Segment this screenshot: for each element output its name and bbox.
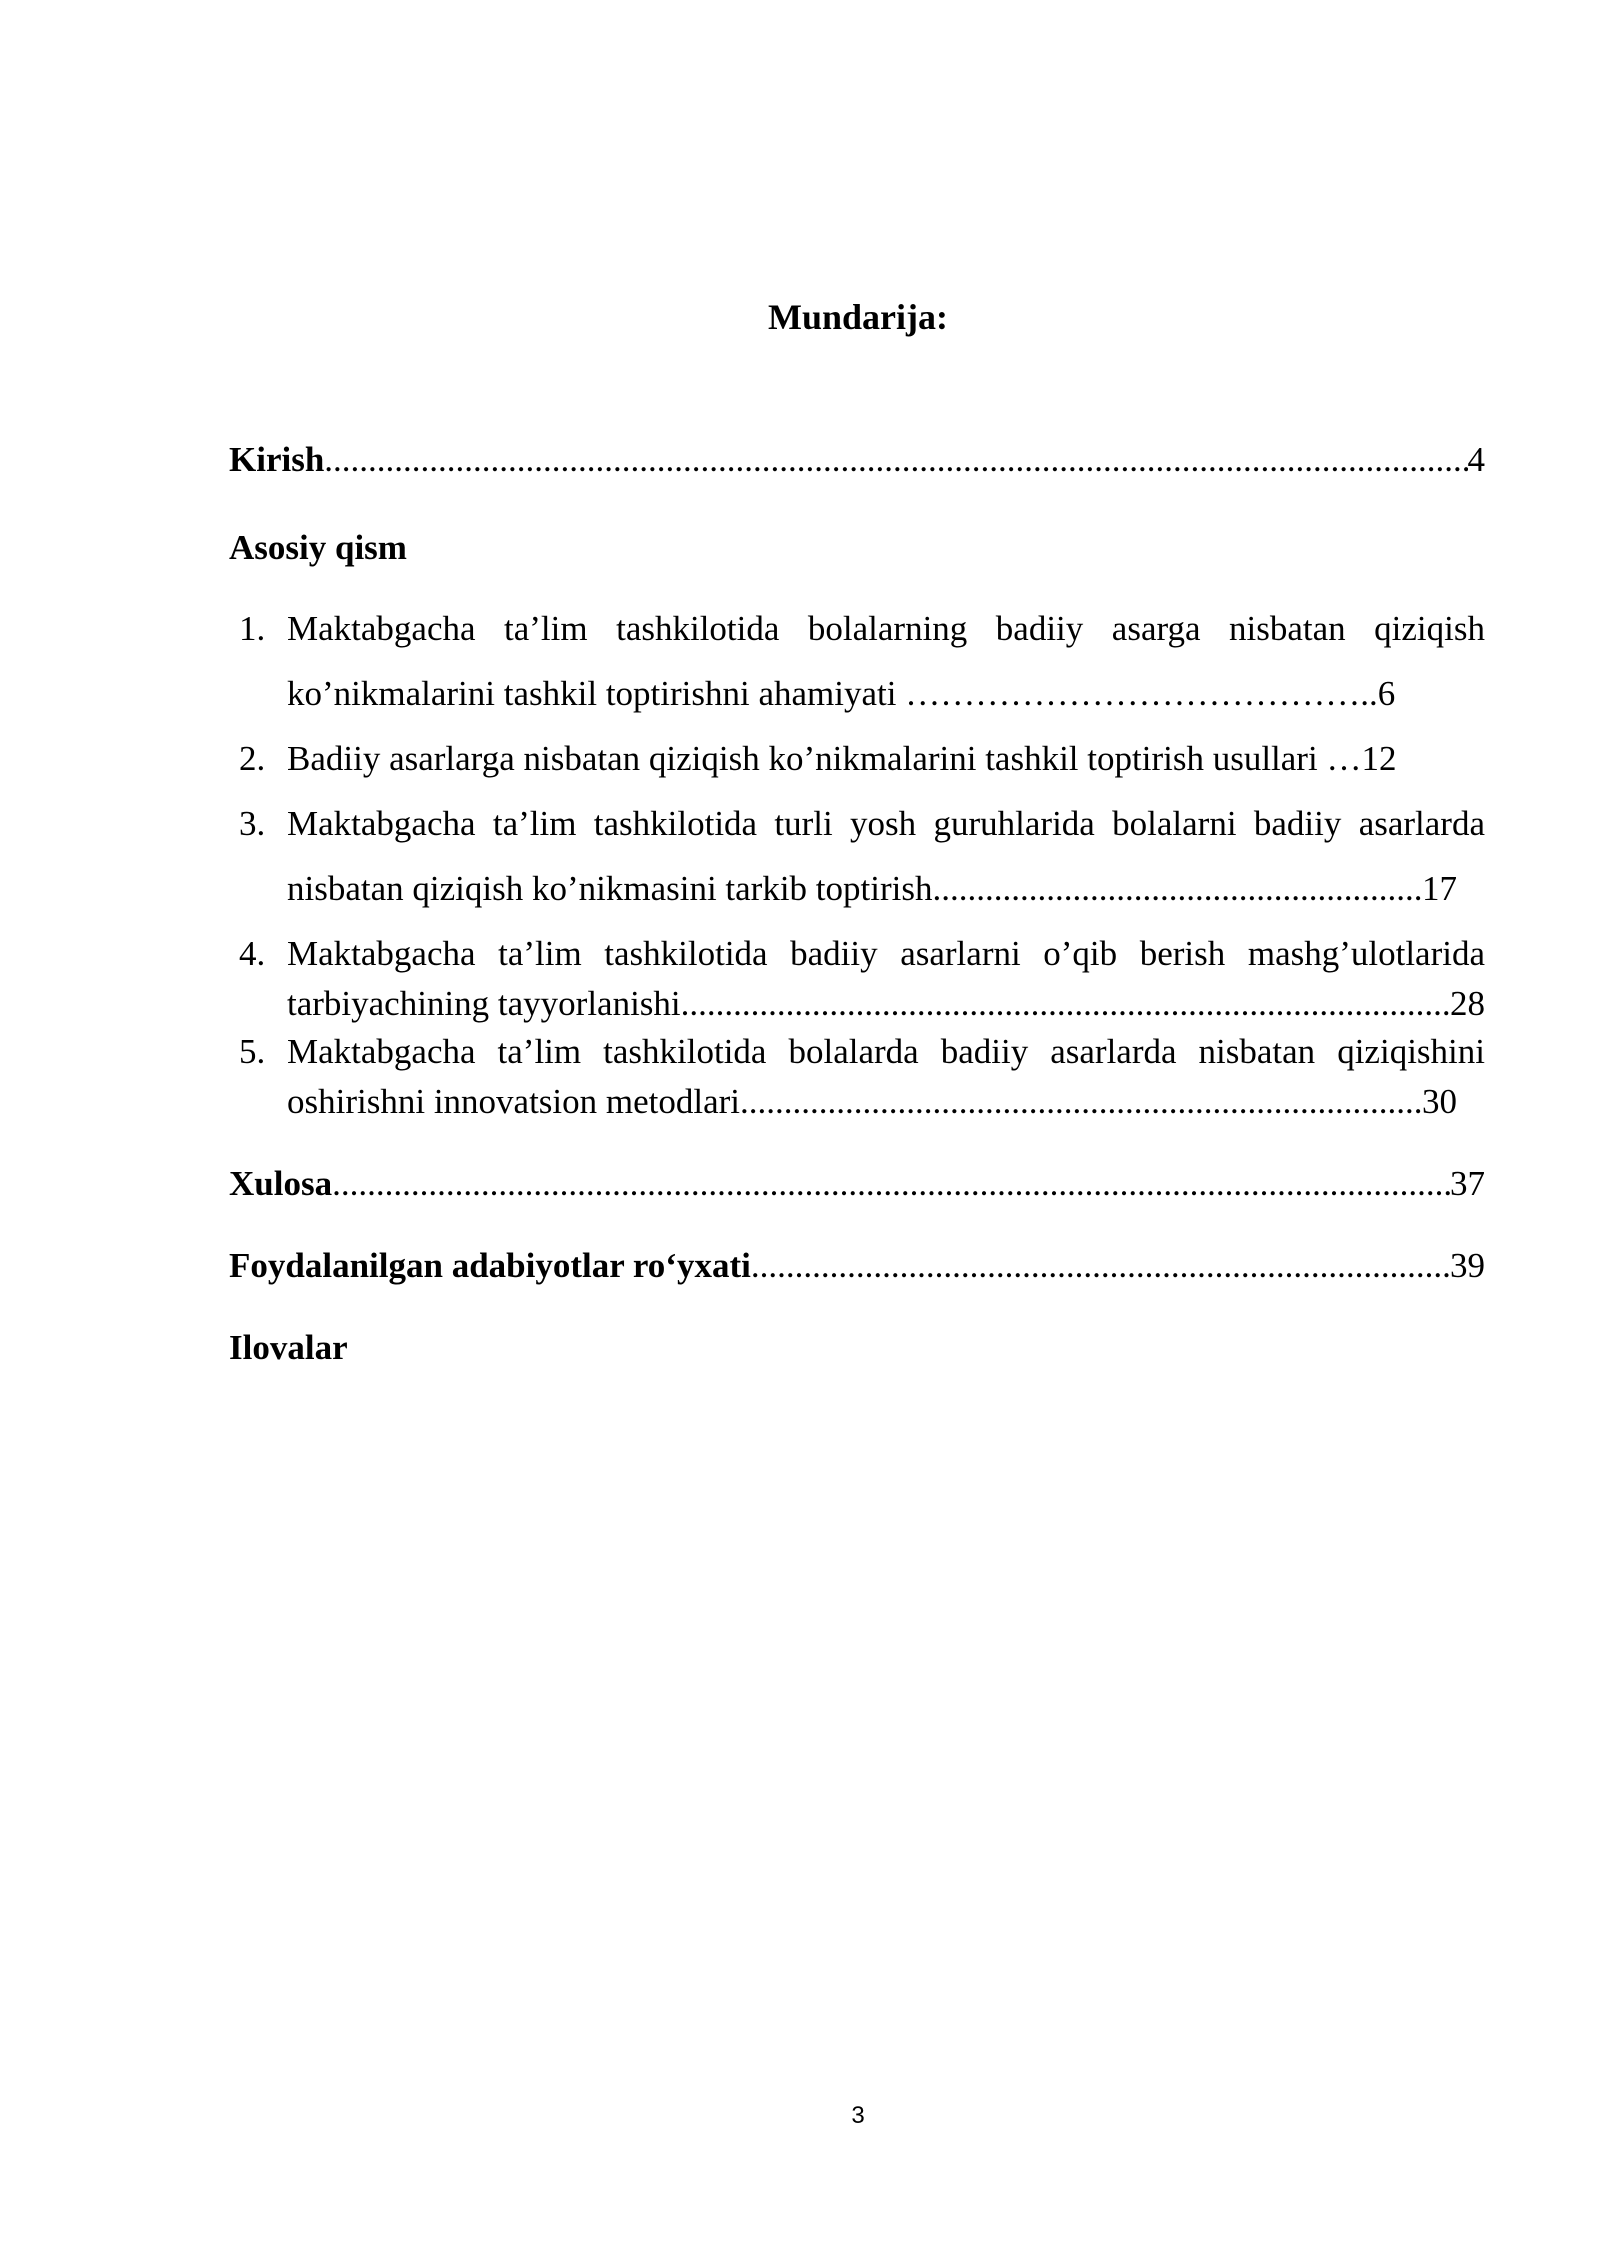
toc-section-main: Asosiy qism bbox=[229, 528, 407, 567]
dot-leader bbox=[332, 1160, 1450, 1208]
toc-item-line bbox=[287, 670, 1485, 718]
toc-entry-appendices[interactable]: Ilovalar bbox=[229, 1328, 348, 1367]
toc-item-line: Maktabgacha ta’lim tashkilotida turli yosh guruhlarida bolalarni badiiy asarlarda bbox=[287, 804, 1485, 843]
list-number: 5. bbox=[239, 1032, 266, 1071]
list-number: 1. bbox=[239, 609, 266, 648]
toc-item-line bbox=[287, 1078, 1457, 1126]
dot-leader bbox=[751, 1242, 1450, 1290]
toc-page-number: 28 bbox=[1450, 984, 1485, 1023]
toc-item-line: Maktabgacha ta’lim tashkilotida bolalarda badiiy asarlarda nisbatan qiziqishini bbox=[287, 1032, 1485, 1071]
toc-page-number: 30 bbox=[1422, 1082, 1457, 1121]
toc-item-text: ko’nikmalarini tashkil toptirishni ahamiyati bbox=[287, 674, 906, 713]
toc-entry-label: Xulosa bbox=[229, 1164, 333, 1203]
toc-page-number: 4 bbox=[1467, 440, 1485, 479]
page-number: 3 bbox=[851, 2102, 865, 2129]
toc-page-number: 37 bbox=[1450, 1164, 1485, 1203]
list-number: 4. bbox=[239, 934, 266, 973]
toc-item-line: Badiiy asarlarga nisbatan qiziqish ko’nikmalarini tashkil toptirish usullari …12 bbox=[287, 739, 1397, 778]
toc-page-number: 6 bbox=[1377, 674, 1396, 713]
dot-leader bbox=[740, 1078, 1422, 1126]
toc-entry-label: Foydalanilgan adabiyotlar ro‘yxati bbox=[229, 1246, 751, 1285]
toc-entry-label: Kirish bbox=[229, 440, 325, 479]
toc-item-line bbox=[287, 980, 1485, 1028]
dot-leader bbox=[324, 436, 1467, 484]
toc-entry-conclusion[interactable] bbox=[229, 1160, 1485, 1208]
page-title: Mundarija: bbox=[768, 297, 948, 337]
list-number: 3. bbox=[239, 804, 266, 843]
toc-item-line: Maktabgacha ta’lim tashkilotida badiiy asarlarni o’qib berish mashg’ulotlarida bbox=[287, 934, 1485, 973]
dot-leader bbox=[681, 980, 1450, 1028]
toc-item-text: oshirishni innovatsion metodlari bbox=[287, 1082, 741, 1121]
toc-item-text: tarbiyachining tayyorlanishi bbox=[287, 984, 681, 1023]
toc-item-text: nisbatan qiziqish ko’nikmasini tarkib toptirish bbox=[287, 869, 933, 908]
toc-item-line: Maktabgacha ta’lim tashkilotida bolalarning badiiy asarga nisbatan qiziqish bbox=[287, 609, 1485, 648]
dot-leader: ………………………………….. bbox=[905, 674, 1378, 713]
toc-entry-intro[interactable] bbox=[229, 436, 1485, 484]
list-number: 2. bbox=[239, 739, 266, 778]
toc-entry-references[interactable] bbox=[229, 1242, 1485, 1290]
dot-leader bbox=[932, 865, 1422, 913]
toc-page-number: 17 bbox=[1422, 869, 1457, 908]
toc-page-number: 39 bbox=[1450, 1246, 1485, 1285]
toc-item-line bbox=[287, 865, 1457, 913]
